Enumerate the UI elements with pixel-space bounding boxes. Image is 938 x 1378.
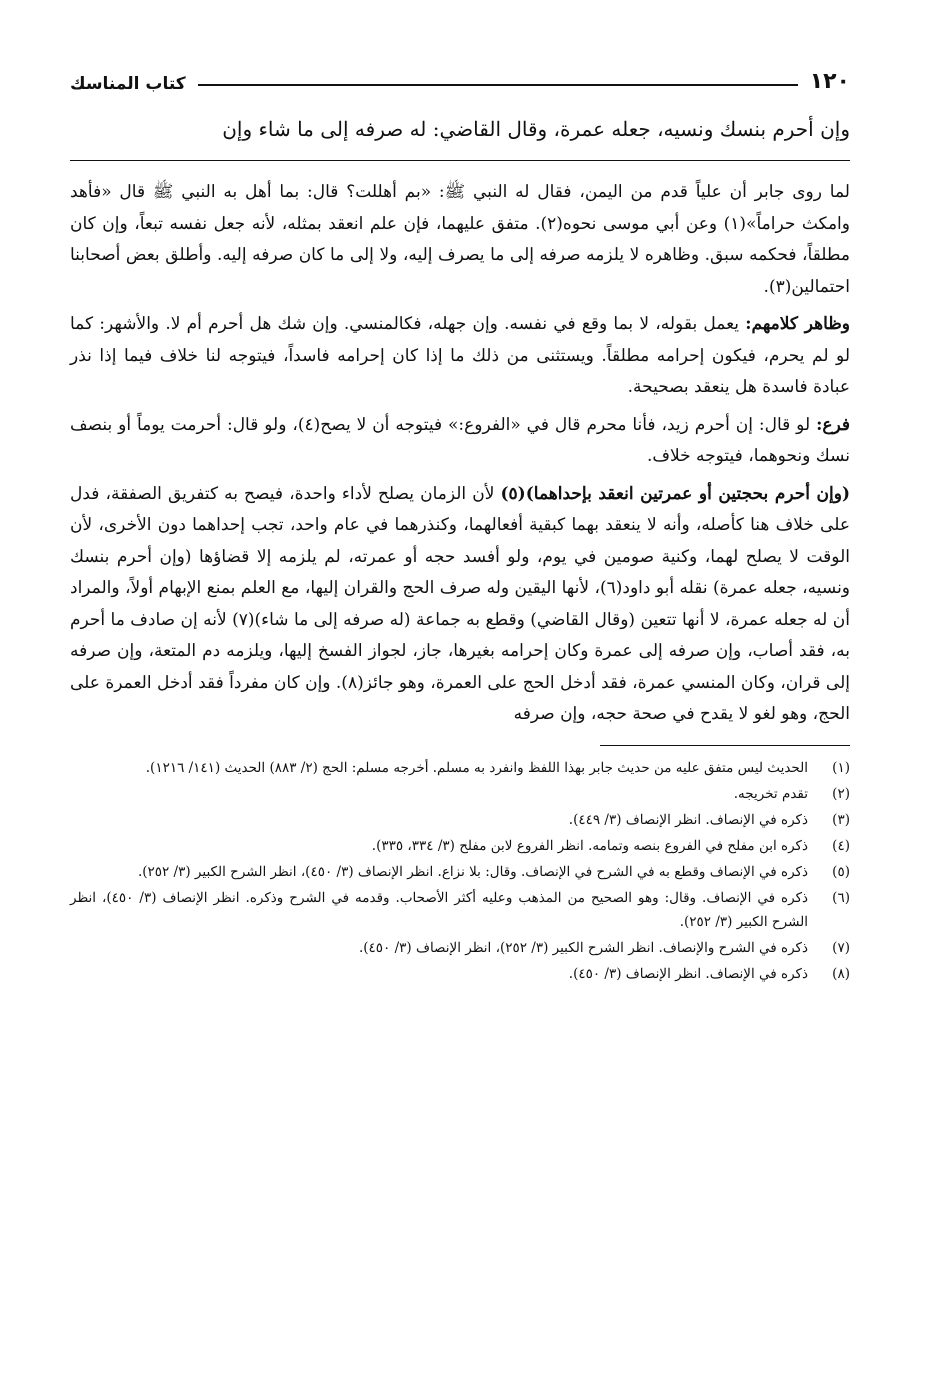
commentary (70, 177, 850, 731)
footnote-text: ذكره في الإنصاف وقطع به في الشرح في الإنصاف. وقال: بلا نزاع. انظر الإنصاف (٣/ ٤٥٠)، انظر الشرح الكبير (٣/ ٢٥٢). (137, 863, 808, 880)
footnote-number: (٦) (832, 889, 850, 906)
paragraph-text: لأن الزمان يصلح لأداء واحدة، فيصح به كتفريق الصفقة، فدل على خلاف هنا كأصله، وأنه لا ينعقد بهما كبقية أفعالهما، وكنذرهما في عام واحد، تجب إحداهما دون الأخرى، لأن الوقت لا يصلح لهما، وكنية صومين في يوم، ولو أفسد حجه أو عمرته، لم يلزمه إلا قضاؤها (وإن أحرم بنسك ونسيه، جعله عمرة) نقله أبو داود(٦)، لأنها اليقين وله صرف الحج والقران إليها، مع العلم بمنع الإبهام أولاً، والمراد أن له جعله عمرة، لا أنها تتعين (وقال القاضي) وقطع به جماعة (له صرفه إلى ما شاء)(٧) لأنه إن صادف ما أحرم به، فقد أصاب، وإن صرفه إلى عمرة وكان إحرامه بغيرها، جاز، لجواز الفسخ إليها، ويلزمه دم المتعة، وإن صرفه إلى قران، وكان المنسي عمرة، فقد أدخل الحج على العمرة، وهو جائز(٨). وإن كان مفرداً فقد أدخل العمرة على الحج، وهو لغو لا يقدح في صحة حجه، وإن صرفه (70, 483, 851, 724)
footnote-text: ذكره في الشرح والإنصاف. انظر الشرح الكبير (٣/ ٢٥٢)، انظر الإنصاف (٣/ ٤٥٠). (358, 939, 808, 956)
footnote-number: (٣) (832, 811, 850, 828)
footnote-number: (٤) (832, 837, 850, 854)
footnote (70, 886, 850, 934)
paragraph-lead: وظاهر كلامهم: (745, 314, 850, 334)
commentary-paragraph (70, 309, 850, 404)
footnote (70, 756, 850, 780)
main-text-divider (70, 160, 850, 161)
book-title: كتاب المناسك (70, 74, 186, 94)
footnote-text: ذكره في الإنصاف. انظر الإنصاف (٣/ ٤٥٠). (568, 965, 808, 982)
main-text: وإن أحرم بنسك ونسيه، جعله عمرة، وقال القاضي: له صرفه إلى ما شاء وإن (222, 117, 850, 141)
book-page (70, 60, 850, 1348)
footnote (70, 782, 850, 806)
paragraph-text: يعمل بقوله، لا بما وقع في نفسه. وإن جهله، فكالمنسي. وإن شك هل أحرم أم لا. والأشهر: كما لو لم يحرم، فيكون إحرامه مطلقاً. ويستثنى من ذلك ما إذا كان إحرامه فاسداً، فيتوجه لنا خلاف فيما إذا نذر عبادة فاسدة هل ينعقد بصحيحة. (70, 314, 850, 397)
footnote (70, 860, 850, 884)
footnote-number: (٥) (832, 863, 850, 880)
footnote (70, 936, 850, 960)
footnote (70, 808, 850, 832)
paragraph-text: لو قال: إن أحرم زيد، فأنا محرم قال في «الفروع:» فيتوجه أن لا يصح(٤)، ولو قال: أحرمت يوماً أو بنصف نسك ونحوهما، فيتوجه خلاف. (70, 414, 850, 466)
paragraph-lead: (وإن أحرم بحجتين أو عمرتين انعقد بإحداهما)(٥) (500, 483, 851, 504)
footnote-text: ذكره ابن مفلح في الفروع بنصه وتمامه. انظر الفروع لابن مفلح (٣/ ٣٣٤، ٣٣٥). (371, 837, 808, 854)
footnote-text: الحديث ليس متفق عليه من حديث جابر بهذا اللفظ وانفرد به مسلم. أخرجه مسلم: الحج (٢/ ٨٨٣) الحديث (١٤١/ ١٢١٦). (145, 759, 808, 776)
footnote-text: ذكره في الإنصاف. انظر الإنصاف (٣/ ٤٤٩). (568, 811, 808, 828)
page-header (70, 60, 850, 94)
footnote (70, 962, 850, 986)
footnote-number: (٢) (832, 785, 850, 802)
commentary-paragraph (70, 177, 850, 303)
footnote-number: (٨) (832, 965, 850, 982)
paragraph-lead: فرع: (816, 414, 850, 435)
footnote-divider (600, 745, 850, 746)
footnotes (70, 756, 850, 986)
footnote-text: ذكره في الإنصاف. وقال: وهو الصحيح من المذهب وعليه أكثر الأصحاب. وقدمه في الشرح وذكره. انظر الإنصاف (٣/ ٤٥٠)، انظر الشرح الكبير (٣/ ٢٥٢). (70, 889, 809, 930)
commentary-paragraph (70, 479, 850, 731)
header-divider (198, 84, 798, 86)
footnote-number: (١) (832, 759, 850, 776)
footnote-text: تقدم تخريجه. (733, 785, 808, 802)
footnote (70, 834, 850, 858)
commentary-paragraph (70, 410, 850, 473)
footnote-number: (٧) (832, 939, 850, 956)
paragraph-text: لما روى جابر أن علياً قدم من اليمن، فقال له النبي ﷺ: «بم أهللت؟ قال: بما أهل به النبي ﷺ قال «فأهد وامكث حراماً»(١) وعن أبي موسى نحوه(٢). متفق عليهما، فإن علم انعقد بمثله، لأنه جعل نفسه تبعاً، وإن كان مطلقاً، فحكمه سبق. وظاهره لا يلزمه صرفه إلى ما يصرف إليه، ولا إلى ما كان صرفه إليه. وأطلق بعض أصحابنا احتمالين(٣). (70, 182, 850, 297)
page-number: ١٢٠ (809, 69, 850, 94)
